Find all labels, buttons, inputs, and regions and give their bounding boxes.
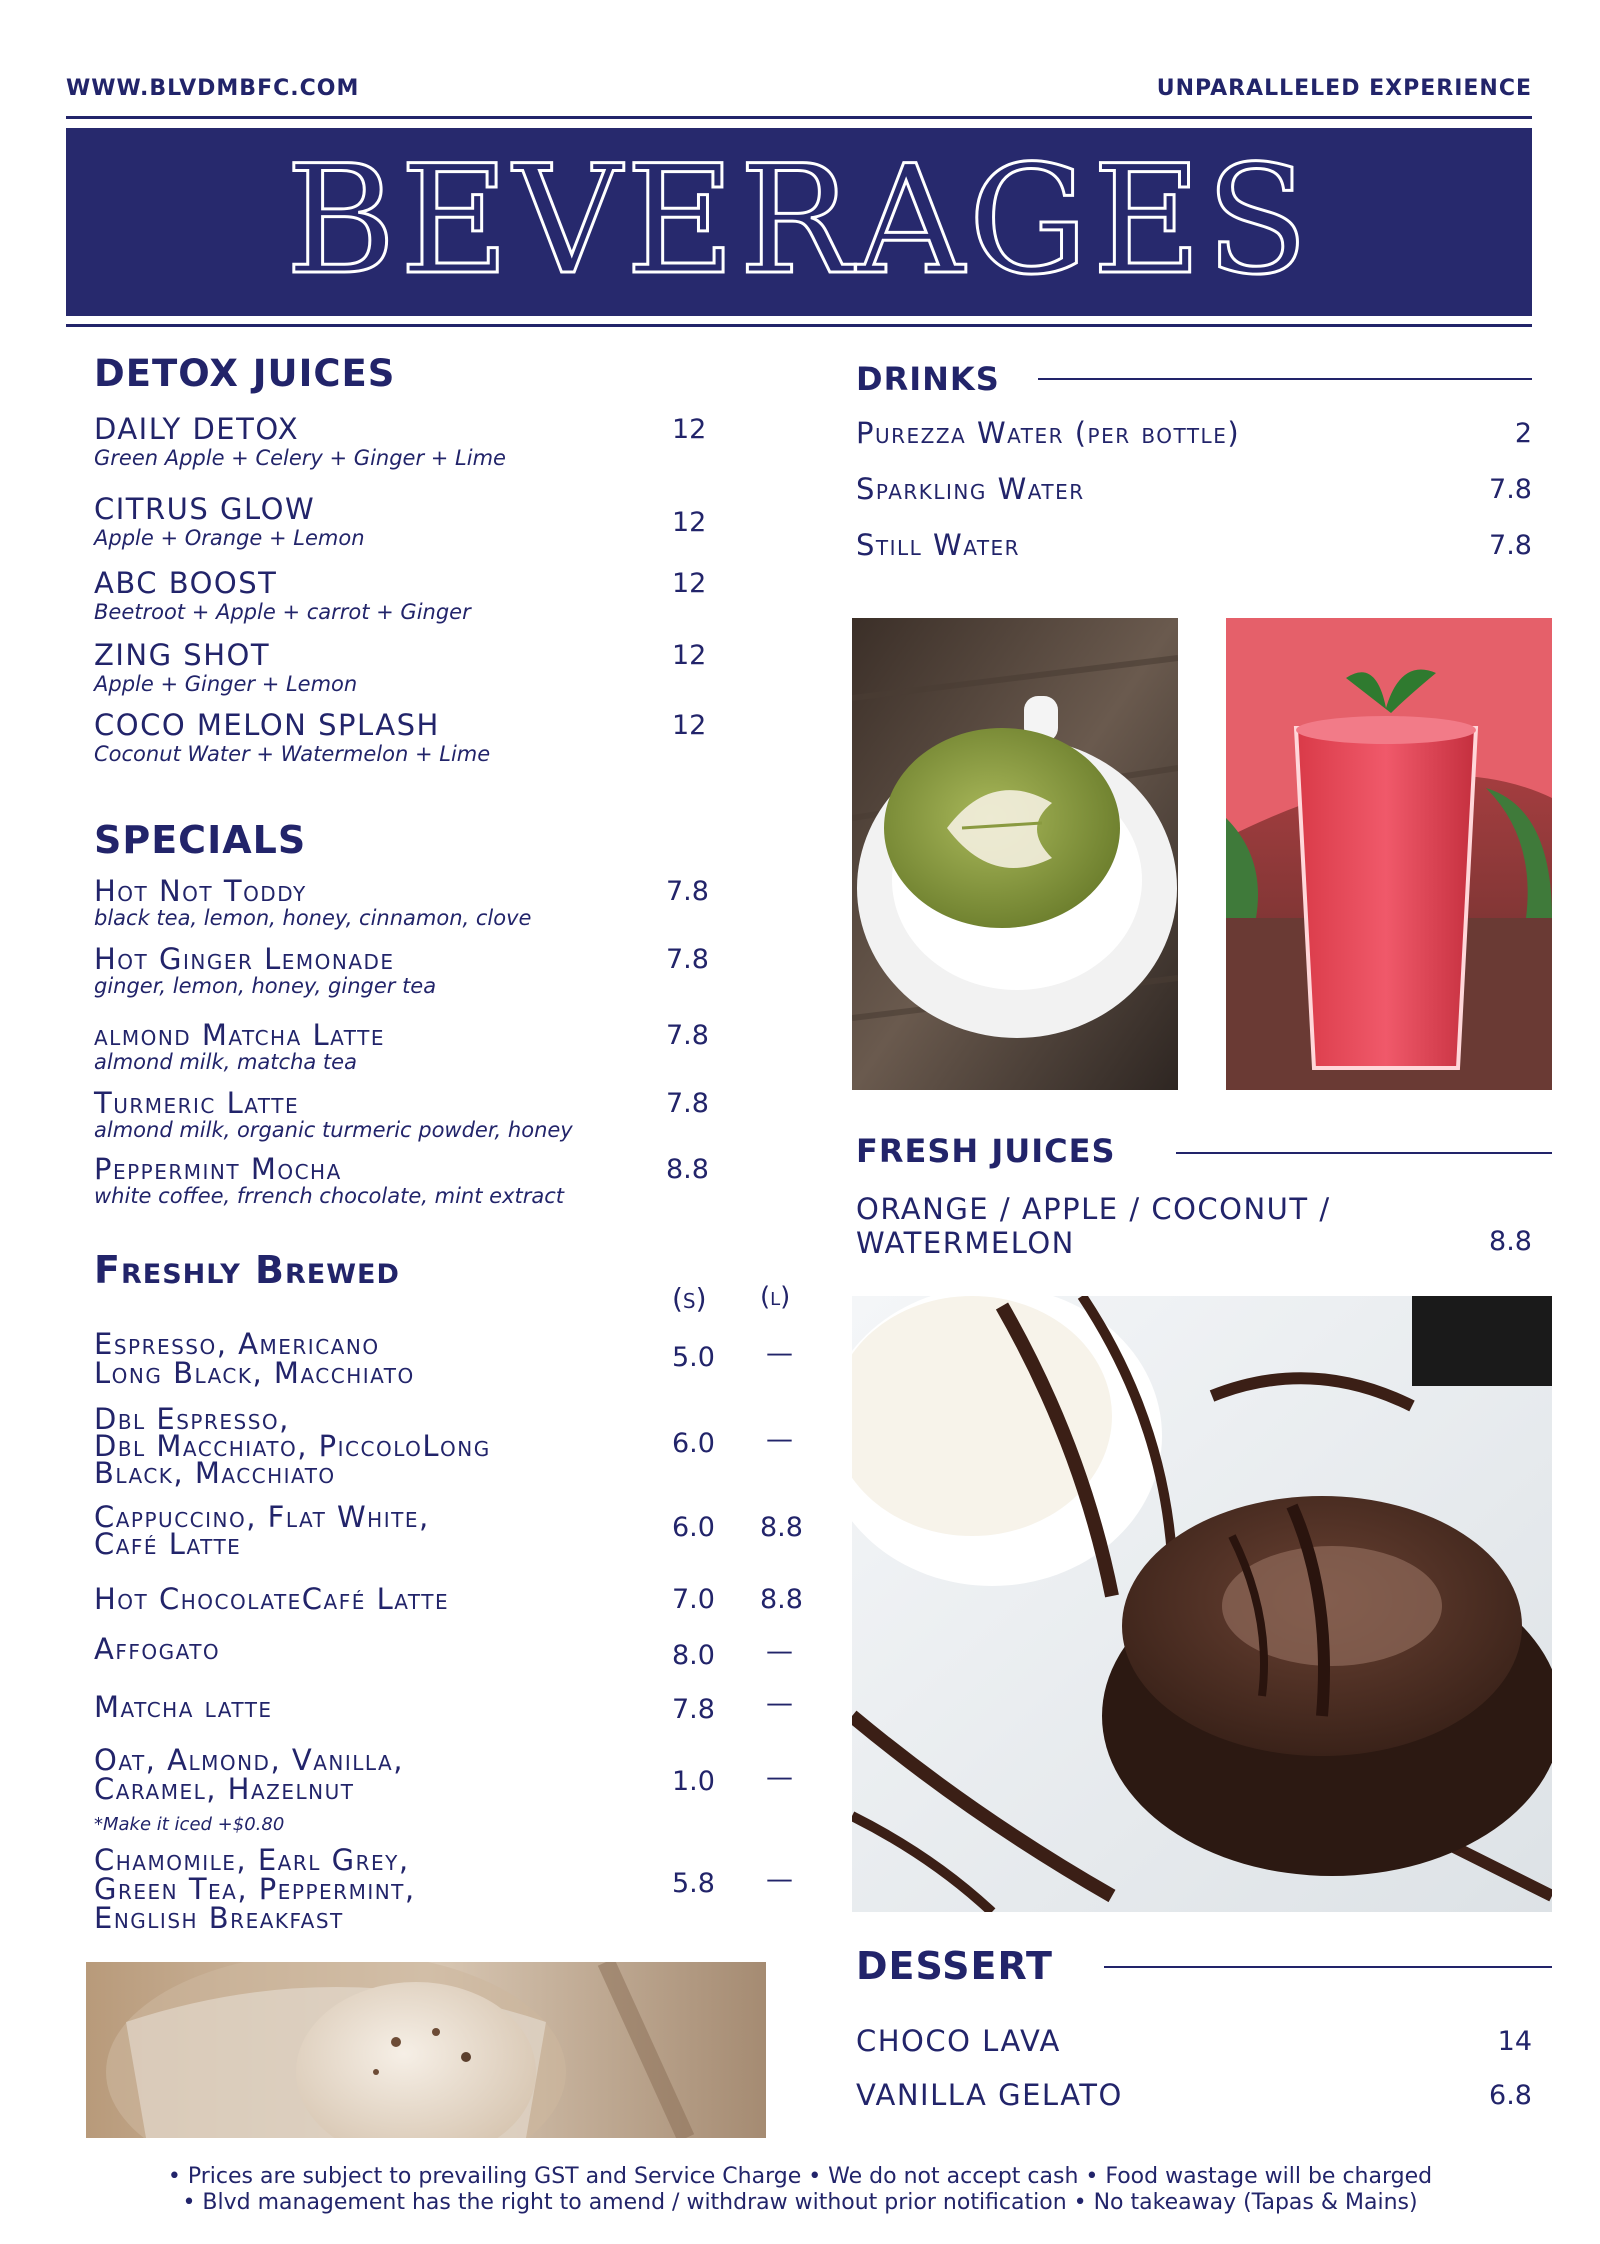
- brewed-price-small: 6.0: [672, 1428, 715, 1459]
- section-title-brewed: Freshly Brewed: [94, 1248, 400, 1292]
- drinks-item-price: 7.8: [1489, 474, 1532, 505]
- affogato-image: [86, 1962, 766, 2138]
- detox-item-desc: Coconut Water + Watermelon + Lime: [94, 742, 491, 766]
- section-title-detox: DETOX JUICES: [94, 352, 396, 395]
- fresh-juices-price: 8.8: [1489, 1226, 1532, 1257]
- detox-item-price: 12: [672, 414, 707, 445]
- specials-item-desc: almond milk, matcha tea: [94, 1050, 357, 1074]
- dessert-item-name: VANILLA GELATO: [856, 2078, 1123, 2112]
- brewed-item-name: Oat, Almond, Vanilla, Caramel, Hazelnut: [94, 1743, 404, 1806]
- footer-note-1: • Prices are subject to prevailing GST and Service Charge • We do not accept cash • Food wastage will be charged: [167, 2164, 1433, 2189]
- specials-item-name: Turmeric Latte: [94, 1086, 300, 1120]
- dessert-item-price: 6.8: [1489, 2080, 1532, 2111]
- detox-item-price: 12: [672, 640, 707, 671]
- brewed-price-large: —: [766, 1762, 793, 1793]
- specials-item-price: 7.8: [666, 876, 709, 907]
- detox-item-name: ABC BOOST: [94, 566, 278, 600]
- specials-item-name: Peppermint Mocha: [94, 1152, 342, 1186]
- drinks-rule: [1038, 378, 1532, 380]
- section-title-dessert: DESSERT: [856, 1944, 1053, 1988]
- brewed-item-name: Affogato: [94, 1632, 221, 1666]
- brewed-item-name: Matcha latte: [94, 1690, 273, 1724]
- watermelon-juice-photo: [1226, 618, 1552, 1090]
- choco-lava-photo: [852, 1296, 1552, 1912]
- brewed-item-name: Espresso, Americano Long Black, Macchiato: [94, 1327, 415, 1390]
- iced-note: *Make it iced +$0.80: [94, 1814, 285, 1835]
- watermelon-juice-image: [1226, 618, 1552, 1090]
- drinks-item-price: 7.8: [1489, 530, 1532, 561]
- detox-item-name: CITRUS GLOW: [94, 492, 316, 526]
- top-rule: [66, 116, 1532, 119]
- brewed-price-large: —: [766, 1688, 793, 1719]
- footer-note-2: • Blvd management has the right to amend / withdraw without prior notification • No takeaway (Tapas & Mains): [182, 2190, 1418, 2215]
- choco-lava-image: [852, 1296, 1552, 1912]
- website-url[interactable]: WWW.BLVDMBFC.COM: [66, 76, 360, 101]
- specials-item-desc: almond milk, organic turmeric powder, honey: [94, 1118, 573, 1142]
- specials-item-price: 7.8: [666, 1020, 709, 1051]
- dessert-item-name: CHOCO LAVA: [856, 2024, 1061, 2058]
- page-title: BEVERAGES: [285, 134, 1313, 308]
- detox-item-desc: Beetroot + Apple + carrot + Ginger: [94, 600, 471, 624]
- detox-item-desc: Green Apple + Celery + Ginger + Lime: [94, 446, 506, 470]
- specials-item-desc: white coffee, frrench chocolate, mint extract: [94, 1184, 564, 1208]
- title-banner: [66, 128, 1532, 316]
- specials-item-name: almond Matcha Latte: [94, 1018, 386, 1052]
- brewed-price-large: 8.8: [760, 1584, 803, 1615]
- brewed-price-small: 5.8: [672, 1868, 715, 1899]
- matcha-latte-image: [852, 618, 1178, 1090]
- detox-item-name: DAILY DETOX: [94, 412, 300, 446]
- size-small-header: (s): [672, 1282, 707, 1315]
- detox-item-name: COCO MELON SPLASH: [94, 708, 440, 742]
- brewed-item-name: Dbl Espresso, Dbl Macchiato, PiccoloLong Black, Macchiato: [94, 1402, 491, 1490]
- drinks-item-price: 2: [1514, 418, 1532, 449]
- detox-item-price: 12: [672, 507, 707, 538]
- detox-item-desc: Apple + Orange + Lemon: [94, 526, 365, 550]
- dessert-rule: [1104, 1966, 1552, 1968]
- brewed-price-large: —: [766, 1338, 793, 1369]
- brewed-item-name: Chamomile, Earl Grey, Green Tea, Peppermint, English Breakfast: [94, 1843, 416, 1935]
- brewed-price-large: —: [766, 1864, 793, 1895]
- brewed-price-small: 7.8: [672, 1694, 715, 1725]
- detox-item-price: 12: [672, 568, 707, 599]
- banner-bottom-rule: [66, 324, 1532, 327]
- drinks-item-name: Sparkling Water: [856, 472, 1085, 506]
- brewed-price-large: —: [766, 1636, 793, 1667]
- specials-item-price: 7.8: [666, 1088, 709, 1119]
- matcha-latte-photo: [852, 618, 1178, 1090]
- brewed-price-small: 7.0: [672, 1584, 715, 1615]
- dessert-item-price: 14: [1497, 2026, 1532, 2057]
- affogato-photo: [86, 1962, 766, 2138]
- section-title-specials: SPECIALS: [94, 818, 307, 862]
- brewed-price-small: 6.0: [672, 1512, 715, 1543]
- section-title-drinks: DRINKS: [856, 360, 1000, 398]
- specials-item-desc: ginger, lemon, honey, ginger tea: [94, 974, 437, 998]
- fresh-juices-line-1: ORANGE / APPLE / COCONUT /: [856, 1192, 1331, 1226]
- section-title-fresh-juices: FRESH JUICES: [856, 1132, 1116, 1170]
- brewed-item-name: Hot ChocolateCafé Latte: [94, 1582, 450, 1616]
- brewed-item-name: Cappuccino, Flat White, Café Latte: [94, 1500, 430, 1561]
- tagline: UNPARALLELED EXPERIENCE: [1156, 76, 1532, 101]
- brewed-price-small: 8.0: [672, 1640, 715, 1671]
- brewed-price-large: 8.8: [760, 1512, 803, 1543]
- specials-item-name: Hot Ginger Lemonade: [94, 942, 395, 976]
- detox-item-desc: Apple + Ginger + Lemon: [94, 672, 358, 696]
- fresh-juices-rule: [1176, 1152, 1552, 1154]
- fresh-juices-line-2: WATERMELON: [856, 1226, 1075, 1260]
- specials-item-desc: black tea, lemon, honey, cinnamon, clove: [94, 906, 532, 930]
- brewed-price-large: —: [766, 1424, 793, 1455]
- specials-item-name: Hot Not Toddy: [94, 874, 307, 908]
- detox-item-name: ZING SHOT: [94, 638, 271, 672]
- drinks-item-name: Still Water: [856, 528, 1021, 562]
- brewed-price-small: 5.0: [672, 1342, 715, 1373]
- drinks-item-name: Purezza Water (per bottle): [856, 416, 1241, 450]
- detox-item-price: 12: [672, 710, 707, 741]
- specials-item-price: 7.8: [666, 944, 709, 975]
- brewed-price-small: 1.0: [672, 1766, 715, 1797]
- size-large-header: (l): [760, 1282, 791, 1312]
- specials-item-price: 8.8: [666, 1154, 709, 1185]
